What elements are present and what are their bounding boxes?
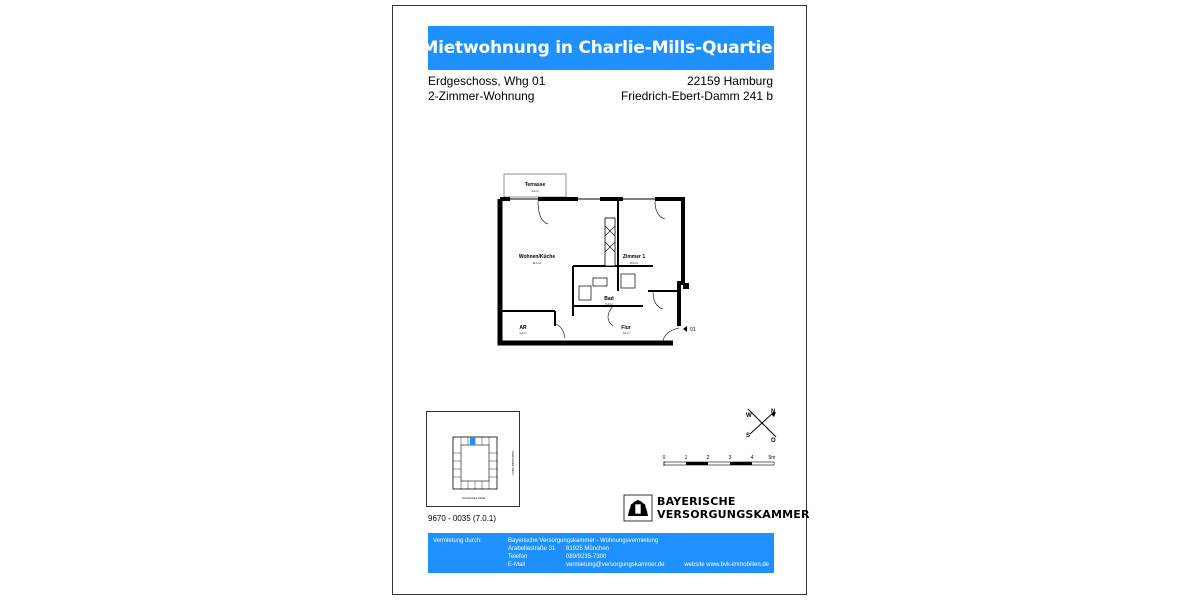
compass-o: O xyxy=(771,438,776,444)
floor-plan xyxy=(493,166,703,351)
entrance-label: 01 xyxy=(690,327,696,333)
room-wohnen-area: 32,6 m² xyxy=(532,262,542,265)
footer-label: Vermietung durch: xyxy=(433,538,482,544)
bath-shower xyxy=(621,274,635,288)
door-swing-4 xyxy=(608,306,613,326)
door-swing-1 xyxy=(538,201,548,224)
site-plan xyxy=(426,411,520,507)
bath-sink xyxy=(593,278,607,286)
room-zimmer1-area: 15,5 m² xyxy=(629,262,639,265)
compass-s: S xyxy=(746,433,751,439)
street-address: Friedrich-Ebert-Damm 241 b xyxy=(620,89,773,103)
unit-info xyxy=(428,74,545,104)
room-bad-name: Bad xyxy=(604,296,614,302)
room-wohnen-name: Wohnen/Küche xyxy=(518,254,556,260)
room-flur-name: Flur xyxy=(621,325,631,331)
room-terrasse-area: 4,4 m² xyxy=(531,190,539,193)
room-ar-area: 2,2 m² xyxy=(519,332,527,335)
wall-corner xyxy=(683,283,689,289)
kitchen-counter xyxy=(605,218,615,266)
contact-footer xyxy=(428,533,774,573)
scale-tick-4: 4 xyxy=(750,455,754,461)
site-courtyard xyxy=(461,445,489,481)
scale-tick-0: 0 xyxy=(662,455,666,461)
footer-phone: 089/9235-7300 xyxy=(566,554,607,560)
scale-tick-2: 2 xyxy=(706,455,710,461)
compass-w: W xyxy=(746,413,752,419)
compass-rose xyxy=(738,404,788,444)
brand-line2: VERSORGUNGSKAMMER xyxy=(657,508,810,521)
room-flur-area: 7,5 m² xyxy=(622,332,630,335)
footer-city: 81925 München xyxy=(566,546,610,552)
footer-email-label: E-Mail xyxy=(508,562,526,568)
room-terrasse-name: Terrasse xyxy=(524,182,546,188)
floor-unit: Erdgeschoss, Whg 01 xyxy=(428,74,546,88)
brand-logo xyxy=(623,494,810,524)
postal-city: 22159 Hamburg xyxy=(686,74,773,88)
scale-tick-3: 3 xyxy=(728,455,732,461)
address-info xyxy=(621,74,773,104)
footer-phone-label: Telefon xyxy=(508,554,528,560)
unit-type: 2-Zimmer-Wohnung xyxy=(428,89,535,103)
scale-tick-5: 5m xyxy=(768,455,776,461)
expose-sheet xyxy=(392,5,810,595)
entrance-arrow-icon xyxy=(683,326,687,332)
door-swing-entrance xyxy=(663,328,679,341)
bath-toilet xyxy=(579,286,591,300)
scale-tick-1: 1 xyxy=(684,455,688,461)
room-zimmer1-name: Zimmer 1 xyxy=(622,254,646,260)
brand-line1: BAYERISCHE xyxy=(657,495,736,508)
footer-company: Bayerische Versorgungskammer - Wohnungsvermietung xyxy=(508,538,659,544)
title-banner xyxy=(421,26,781,70)
footer-email[interactable]: vermietung@versorgungskammer.de xyxy=(566,562,665,568)
compass-n: N xyxy=(771,409,776,415)
site-bottom-label: Heinrich-Plett-Straße xyxy=(462,497,486,500)
door-swing-3 xyxy=(653,291,663,309)
room-ar-name: AR xyxy=(519,325,527,331)
scale-bar xyxy=(661,451,779,475)
page-title: Mietwohnung in Charlie-Mills-Quartier xyxy=(421,38,781,58)
outer-wall-left-bottom xyxy=(500,199,673,343)
bvk-crest-icon xyxy=(623,494,653,522)
document-code: 9670 - 0035 (7.0.1) xyxy=(428,514,497,523)
site-unit-marker xyxy=(470,437,475,445)
footer-street: Arabellastraße 31 xyxy=(508,546,556,552)
door-swing-5 xyxy=(555,324,565,338)
room-bad-area: 5,3 m² xyxy=(605,303,613,306)
door-swing-2 xyxy=(655,201,665,219)
footer-website[interactable]: website www.bvk-immobilien.de xyxy=(684,562,769,568)
site-street-label: Friedrich-Ebert-Damm xyxy=(511,450,514,476)
